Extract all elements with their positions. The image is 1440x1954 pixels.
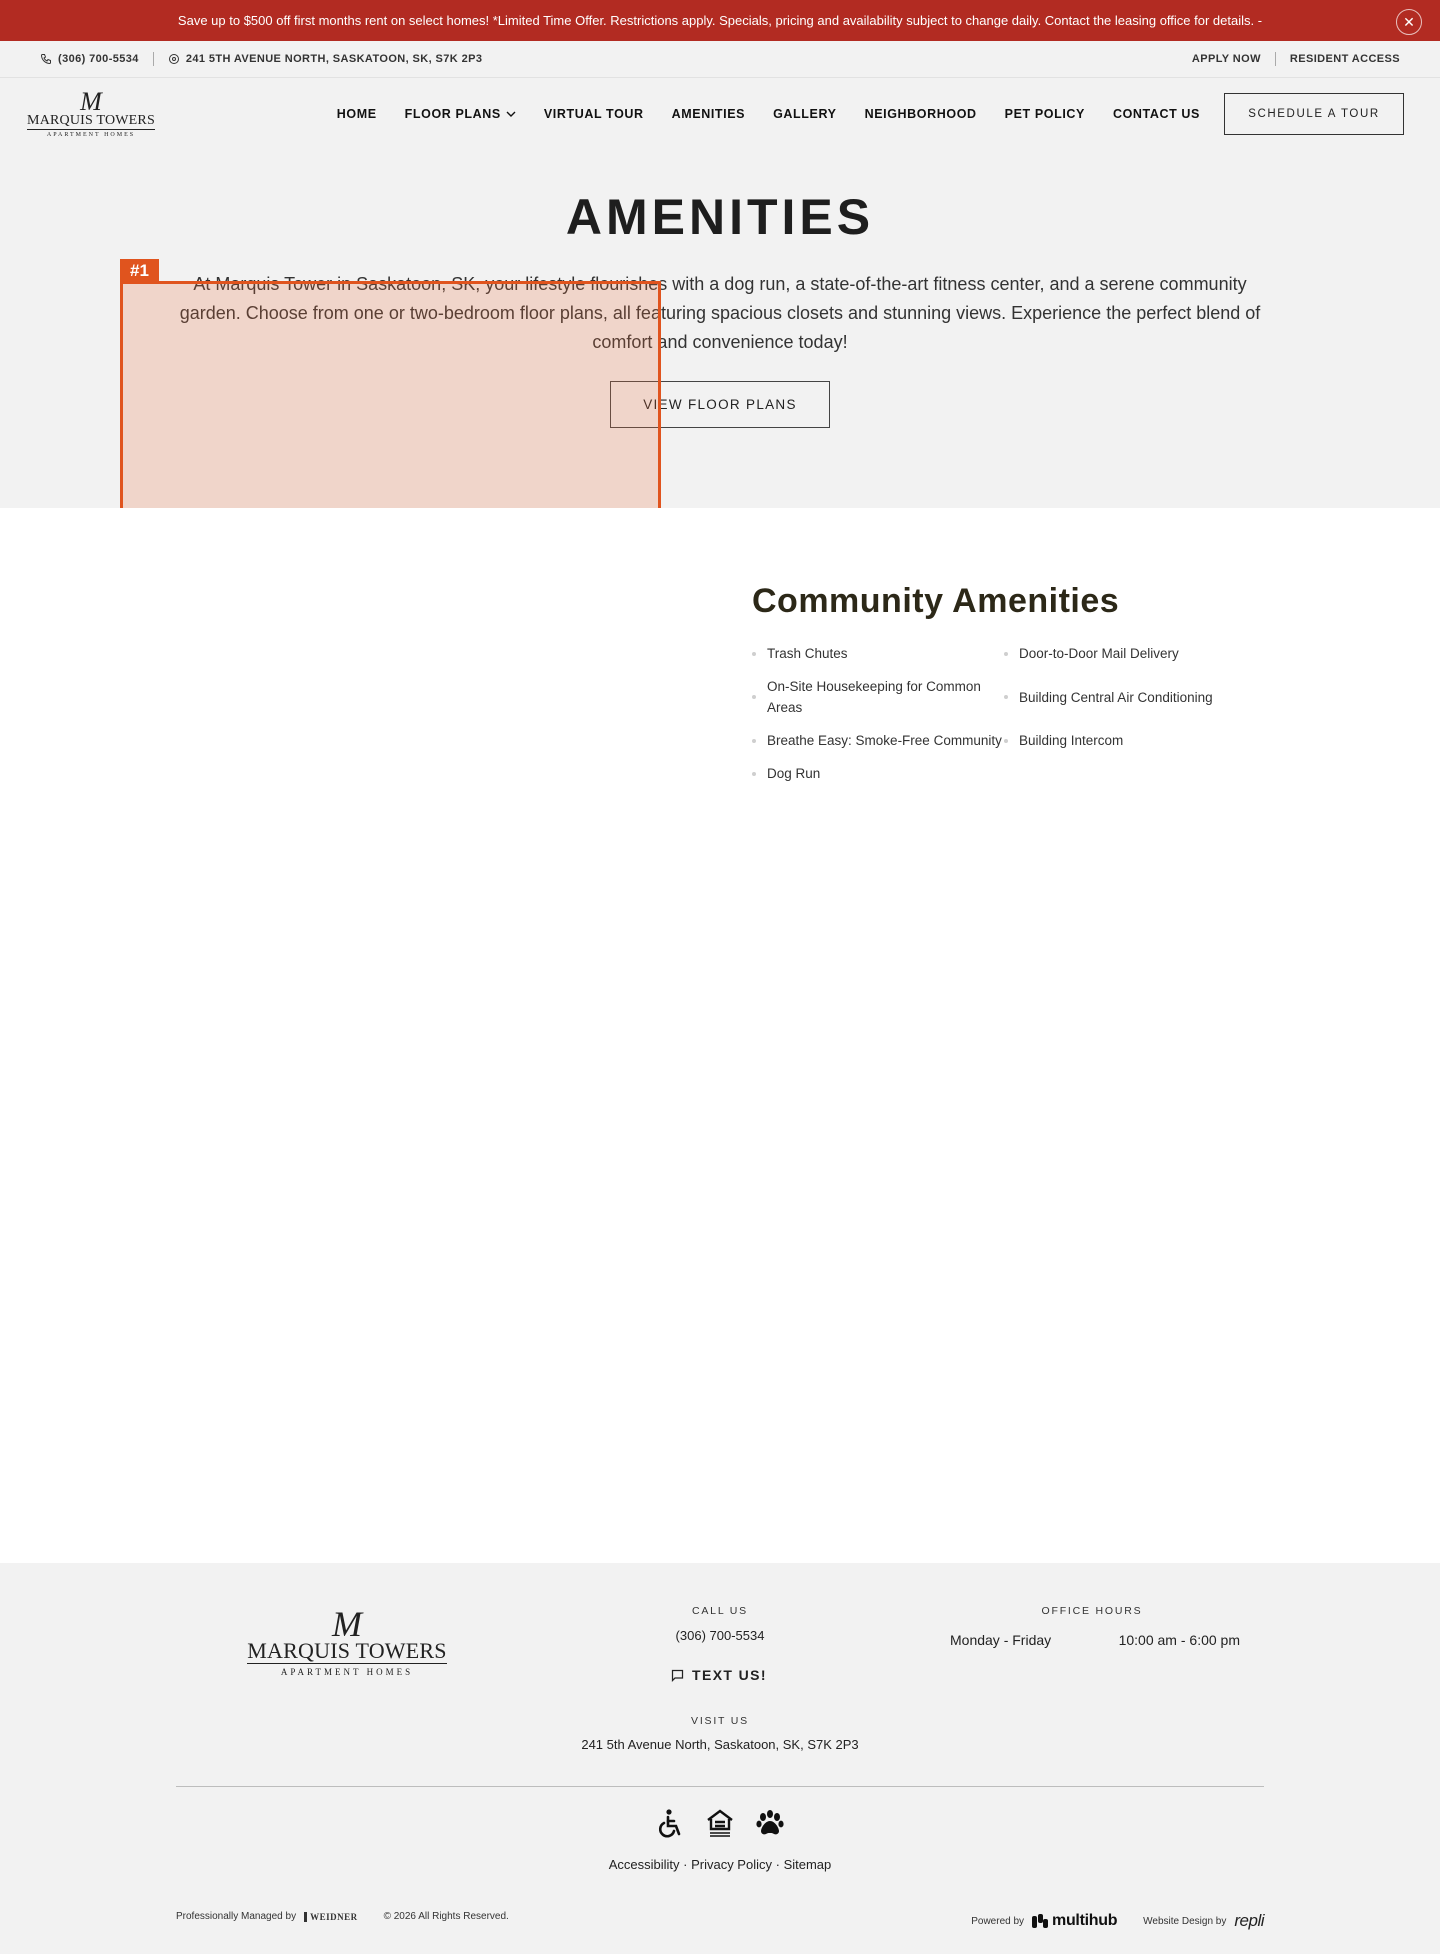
- community-amenities-section: [0, 508, 1440, 1563]
- repli-logo[interactable]: repli: [1234, 1911, 1264, 1930]
- call-us-label: CALL US: [692, 1605, 748, 1617]
- nav-virtual-tour[interactable]: VIRTUAL TOUR: [543, 107, 644, 121]
- copyright-text: © 2026 All Rights Reserved.: [383, 1911, 509, 1922]
- footer-logo-subtitle: APARTMENT HOMES: [280, 1667, 414, 1677]
- multihub-wordmark: multihub: [1052, 1912, 1118, 1929]
- promo-text: Save up to $500 off first months rent on select homes! *Limited Time Offer. Restrictions apply. Specials, pricing and availability subject to change daily. Contact the leasing office for details. -: [177, 13, 1263, 28]
- equal-housing-icon: [704, 1807, 736, 1839]
- utility-contact: [40, 52, 482, 66]
- nav-pet-policy[interactable]: PET POLICY: [1004, 107, 1085, 121]
- office-hours-label: OFFICE HOURS: [1041, 1605, 1143, 1617]
- logo-name: MARQUIS TOWERS: [27, 112, 155, 128]
- list-item: Building Intercom: [1004, 730, 1252, 751]
- chevron-down-icon: [506, 109, 516, 119]
- nav-amenities[interactable]: AMENITIES: [671, 107, 746, 121]
- footer-logo[interactable]: [247, 1604, 447, 1677]
- accessibility-icon: [654, 1807, 686, 1839]
- list-item: Door-to-Door Mail Delivery: [1004, 643, 1252, 664]
- page-title: AMENITIES: [565, 189, 875, 245]
- view-floor-plans-button[interactable]: VIEW FLOOR PLANS: [610, 381, 830, 428]
- nav-home[interactable]: HOME: [336, 107, 377, 121]
- link-separator: ·: [775, 1857, 784, 1872]
- footer-address-link[interactable]: 241 5th Avenue North, Saskatoon, SK, S7K 2P3: [581, 1737, 859, 1752]
- footer-logo-monogram: M: [332, 1604, 362, 1644]
- amenities-heading: Community Amenities: [752, 582, 1120, 620]
- powered-by-label: Powered by: [971, 1915, 1025, 1927]
- managed-by-label: Professionally Managed by: [176, 1911, 297, 1922]
- main-header: [0, 78, 1440, 150]
- resident-access-link[interactable]: RESIDENT ACCESS: [1289, 53, 1400, 65]
- multihub-mark-icon: [1032, 1914, 1048, 1928]
- promo-banner: [0, 0, 1440, 41]
- paw-icon: [754, 1807, 786, 1839]
- text-us-label: TEXT US!: [692, 1667, 767, 1683]
- hero-description: At Marquis Tower in Saskatoon, SK, your lifestyle flourishes with a dog run, a state-of-the-art fitness center, and a serene community garden. Choose from one or two-bedroom floor plans, all featuring spacious closets and stunning views. Experience the perfect blend of comfort and convenience today!: [179, 274, 1261, 352]
- phone-icon: [40, 53, 52, 65]
- amenities-list: [752, 643, 1252, 784]
- footer-logo-name: MARQUIS TOWERS: [247, 1638, 447, 1663]
- footer-divider: [176, 1786, 1264, 1787]
- footer-links: [560, 1857, 880, 1872]
- logo-monogram: M: [80, 86, 102, 116]
- nav-floor-plans-label: FLOOR PLANS: [404, 107, 501, 121]
- utility-links: [1192, 52, 1400, 66]
- design-by-label: Website Design by: [1143, 1915, 1227, 1927]
- location-pin-icon: [168, 53, 180, 65]
- sitemap-link[interactable]: Sitemap: [783, 1857, 832, 1872]
- visit-us-label: VISIT US: [691, 1715, 749, 1727]
- utility-bar: [0, 41, 1440, 78]
- list-item: On-Site Housekeeping for Common Areas: [752, 676, 1004, 718]
- chat-bubble-icon: [670, 1668, 685, 1683]
- office-hours-days: Monday - Friday: [950, 1632, 1052, 1648]
- list-item: Trash Chutes: [752, 643, 1004, 664]
- site-logo[interactable]: [27, 86, 155, 138]
- footer-bottom-right: [971, 1911, 1264, 1931]
- nav-gallery[interactable]: GALLERY: [773, 107, 837, 121]
- nav-contact-us[interactable]: CONTACT US: [1112, 107, 1200, 121]
- text-us-button[interactable]: [670, 1667, 770, 1683]
- list-item: Breathe Easy: Smoke-Free Community: [752, 730, 1004, 751]
- privacy-policy-link[interactable]: Privacy Policy: [691, 1857, 772, 1872]
- utility-address: 241 5TH AVENUE NORTH, SASKATOON, SK, S7K 2P3: [185, 53, 483, 65]
- office-hours-time: 10:00 am - 6:00 pm: [1118, 1632, 1240, 1648]
- apply-now-link[interactable]: APPLY NOW: [1191, 53, 1261, 65]
- footer-phone-link[interactable]: (306) 700-5534: [675, 1628, 765, 1643]
- multihub-logo[interactable]: [1032, 1912, 1117, 1930]
- accessibility-link[interactable]: Accessibility: [608, 1857, 680, 1872]
- link-separator: ·: [683, 1857, 692, 1872]
- utility-phone-link[interactable]: [40, 53, 139, 65]
- schedule-tour-button[interactable]: SCHEDULE A TOUR: [1224, 93, 1404, 135]
- compliance-icons: [654, 1807, 786, 1839]
- main-nav: [337, 107, 1200, 121]
- site-footer: [0, 1563, 1440, 1954]
- utility-divider: [153, 52, 154, 66]
- highlight-marker-label: #1: [120, 259, 159, 282]
- footer-bottom-left: [176, 1911, 509, 1922]
- utility-divider: [1275, 52, 1276, 66]
- close-icon[interactable]: ✕: [1396, 9, 1422, 35]
- weidner-logo[interactable]: WEIDNER: [304, 1912, 358, 1922]
- nav-neighborhood[interactable]: NEIGHBORHOOD: [864, 107, 977, 121]
- nav-floor-plans[interactable]: [405, 107, 516, 121]
- highlight-marker-box: [120, 281, 661, 521]
- utility-address-link[interactable]: [168, 53, 483, 65]
- logo-subtitle: APARTMENT HOMES: [46, 131, 136, 138]
- list-item: Building Central Air Conditioning: [1004, 676, 1252, 718]
- office-hours-row: [950, 1632, 1240, 1648]
- list-item: Dog Run: [752, 763, 1004, 784]
- utility-phone: (306) 700-5534: [58, 53, 139, 65]
